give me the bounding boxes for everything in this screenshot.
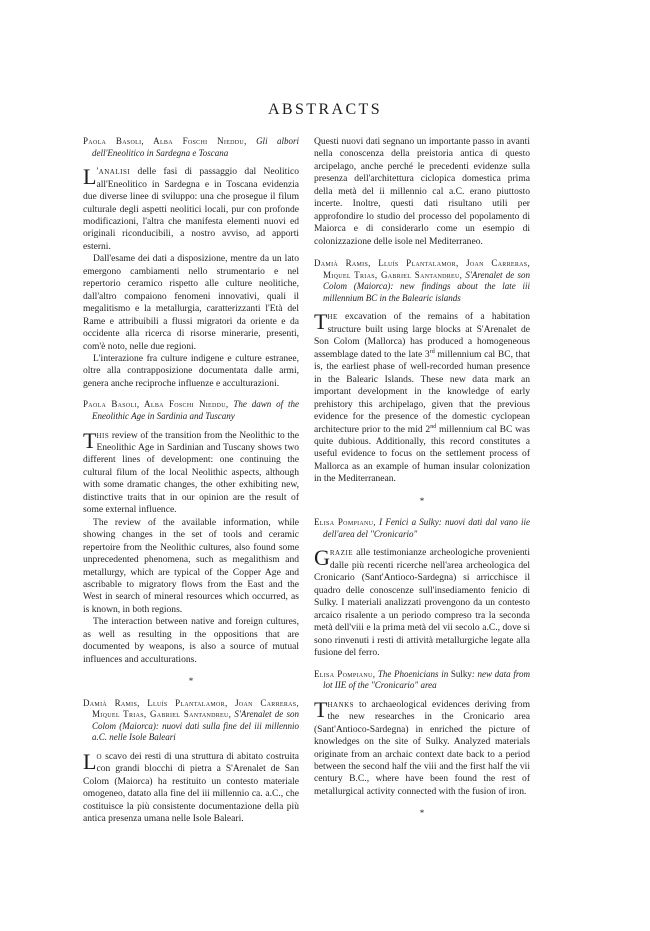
section-separator: *	[188, 676, 194, 687]
lead-word: hanks	[327, 698, 355, 710]
abstract-paragraph	[314, 547, 530, 659]
abstract-paragraph	[83, 427, 299, 517]
lead-word: razie	[329, 547, 353, 559]
abstract-heading	[314, 517, 530, 540]
abstract-paragraph	[314, 311, 530, 485]
abstract-heading	[83, 698, 299, 744]
abstract-pompianu-en	[314, 669, 530, 799]
drop-cap: L	[83, 748, 97, 774]
abstract-heading	[83, 136, 299, 159]
right-column	[314, 136, 530, 830]
abstract-paragraph	[314, 696, 530, 799]
lead-word: o	[96, 750, 103, 762]
abstract-title: Gli albori dell'Eneolitico in Sardegna e Toscana	[92, 136, 299, 158]
abstract-paragraph	[83, 748, 299, 826]
abstract-basoli-en	[83, 399, 299, 666]
paragraph-text: delle fasi di passaggio dal Neolitico all'Eneolitico in Sardegna e in Toscana evidenzia due diverse linee di sviluppo: una che prosegue il filum culturale degli aspetti neolitici locali, pur con profonde modificazioni, l'altra che manifesta elementi nuovi ed originali riconducibili, a nostro avviso, ad apporti esterni.	[83, 166, 299, 252]
abstract-paragraph: The interaction between native and foreign cultures, as well as resulting in the oppositions that are documented by weapons, is also a source of mutual influences and acculturations.	[83, 616, 299, 665]
superscript: rd	[429, 348, 435, 355]
abstract-authors: Elisa Pompianu,	[314, 668, 376, 679]
abstract-paragraph: L'interazione fra culture indigene e culture estranee, oltre alla contrapposizione documentata dalle armi, genera anche reciproche influenze e acculturazioni.	[83, 352, 299, 389]
abstract-authors: Damià Ramis, Lluís Plantalamor, Joan Carreras, Miquel Trias, Gabriel Santandreu,	[83, 697, 299, 720]
abstract-heading	[314, 258, 530, 304]
drop-cap: L	[83, 164, 97, 190]
lead-word: his	[96, 429, 110, 441]
abstract-title: S'Arenalet de son Colom (Maiorca): nuovi dati sulla fine del iii millennio a.C. nelle Isole Baleari	[92, 709, 299, 743]
abstract-title: The Phoenicians in	[377, 668, 449, 679]
lead-word: 'analisi	[96, 166, 131, 178]
section-separator: *	[419, 495, 425, 506]
superscript: nd	[430, 423, 437, 430]
paragraph-text: excavation of the remains of a habitation structure built using large blocks at S'Arenalet de Son Colom (Mallorca) has produced a homogeneous assemblage dated to the late 3	[314, 311, 530, 360]
abstract-authors: Elisa Pompianu,	[314, 517, 376, 528]
abstract-title: The dawn of the Eneolithic Age in Sardinia and Tuscany	[92, 399, 299, 421]
abstract-ramis-en	[314, 258, 530, 486]
lead-word: he	[327, 311, 338, 323]
left-column	[83, 136, 299, 835]
page-title: ABSTRACTS	[267, 101, 383, 118]
abstract-paragraph: The review of the available information, while showing changes in the set of tools and ceramic repertoire from the Neolithic cultures, also found some unprecedented phenomena, such as megalithism and metallurgy, which are typical of the Copper Age and ascribable to migratory flows from the East and the West in search of mineral resources which occurred, as is known, in both regions.	[83, 516, 299, 615]
paragraph-text: scavo dei resti di una struttura di abitato costruita con grandi blocchi di pietra a S'Arenalet de San Colom (Maiorca) ha restituito un contesto materiale omogeneo, datato alla fine del iii millennio ca. a.C., che costituisce la più consistente documentazione della più antica presenza umana nelle Isole Baleari.	[83, 750, 299, 825]
abstract-title: S'Arenalet de son Colom (Maiorca): new findings about the late iii millennium BC in the Balearic islands	[323, 269, 530, 303]
abstract-heading	[83, 399, 299, 422]
abstract-title: I Fenici a Sulky: nuovi dati dal vano iie dell'area del "Cronicario"	[323, 517, 531, 539]
section-separator: *	[419, 808, 425, 819]
paragraph-text: millennium cal BC was quite dubious. Additionally, this record constitutes a useful evidence to focus on the settlement process of Mallorca as an example of human insular colonization in the Mediterranean.	[314, 423, 530, 485]
paragraph-text: review of the transition from the Neolithic to the Eneolithic Age in Sardinian and Tuscany shows two different lines of development: one continuing the cultural filum of the local Neolithic aspects, although with some dramatic changes, the other exhibiting new, distinctive traits that in our opinion are the result of some external influence.	[83, 429, 299, 516]
abstract-pompianu-it	[314, 517, 530, 659]
abstract-continuation: Questi nuovi dati segnano un importante passo in avanti nella conoscenza della preistoria antica di questo arcipelago, anche perché le precedenti evidenze sulla presenza dell'architettura ciclopica domestica prima della metà del ii millennio cal a.C. erano piuttosto incerte. Inoltre, questi dati risultano utili per approfondire lo studio del processo del popolamento di Maiorca e di considerarlo come un esempio di colonizzazione delle isole nel Mediterraneo.	[314, 136, 530, 247]
drop-cap: T	[314, 309, 328, 335]
abstract-basoli-it	[83, 136, 299, 390]
paragraph-text: to archaeological evidences deriving from the new researches in the Cronicario area (Sant'Antioco-Sardegna) in enriched the picture of knowledges on the site of Sulky. Analyzed materials originate from an archaic context date back to a period between the second half the viii and the first half the vii century B.C., where have been found the rest of metallurgical activity connected with the fusion of iron.	[314, 698, 530, 797]
abstract-ramis-it	[83, 698, 299, 826]
paragraph-text: millennium cal BC, that is, the earliest phase of well-recorded human presence in the Balearic Islands. These new data mark an important development in the knowledge of early prehistory this archipelago, given that the previous evidence for the presence of the domestic cyclopean architecture prior to the mid 2	[314, 348, 530, 435]
abstract-authors: Paola Basoli, Alba Foschi Nieddu,	[83, 136, 247, 146]
abstract-authors: Paola Basoli, Alba Foschi Nieddu,	[83, 399, 229, 410]
abstract-paragraph: Dall'esame dei dati a disposizione, mentre da un lato emergono cambiamenti nello strumentario e nel repertorio ceramico rispetto alle culture neolitiche, dall'altro compaiono fenomeni innovativi, quali il megalitismo e la metallurgia, caratterizzanti l'Età del Rame e attribuibili a flussi migratori da oriente e da occidente alla ricerca di risorse minerarie, presenti, com'è noto, nelle due regioni.	[83, 253, 299, 352]
drop-cap: G	[314, 545, 330, 571]
abstract-title: : new data from lot IIE of the "Cronicario" area	[323, 668, 530, 691]
abstract-paragraph	[83, 166, 299, 253]
abstract-authors: Damià Ramis, Lluís Plantalamor, Joan Carreras, Miquel Trias, Gabriel Santandreu,	[314, 258, 530, 280]
drop-cap: T	[83, 427, 97, 453]
abstract-title: Sulky	[448, 668, 472, 679]
drop-cap: T	[314, 696, 328, 722]
paragraph-text: alle testimonianze archeologiche provenienti dalle più recenti ricerche nell'area archeologica del Cronicario (Sant'Antioco-Sardegna) si arricchisce il quadro delle conoscenze sull'insediamento fenicio di Sulky. I materiali analizzati provengono da un contesto arcaico risalente a un periodo compreso tra la seconda metà dell'viii e la prima metà del vii secolo a.C., dove si sono rinvenuti i resti di attività metallurgiche legate alla fusione del ferro.	[314, 547, 530, 659]
abstract-heading	[314, 669, 530, 692]
